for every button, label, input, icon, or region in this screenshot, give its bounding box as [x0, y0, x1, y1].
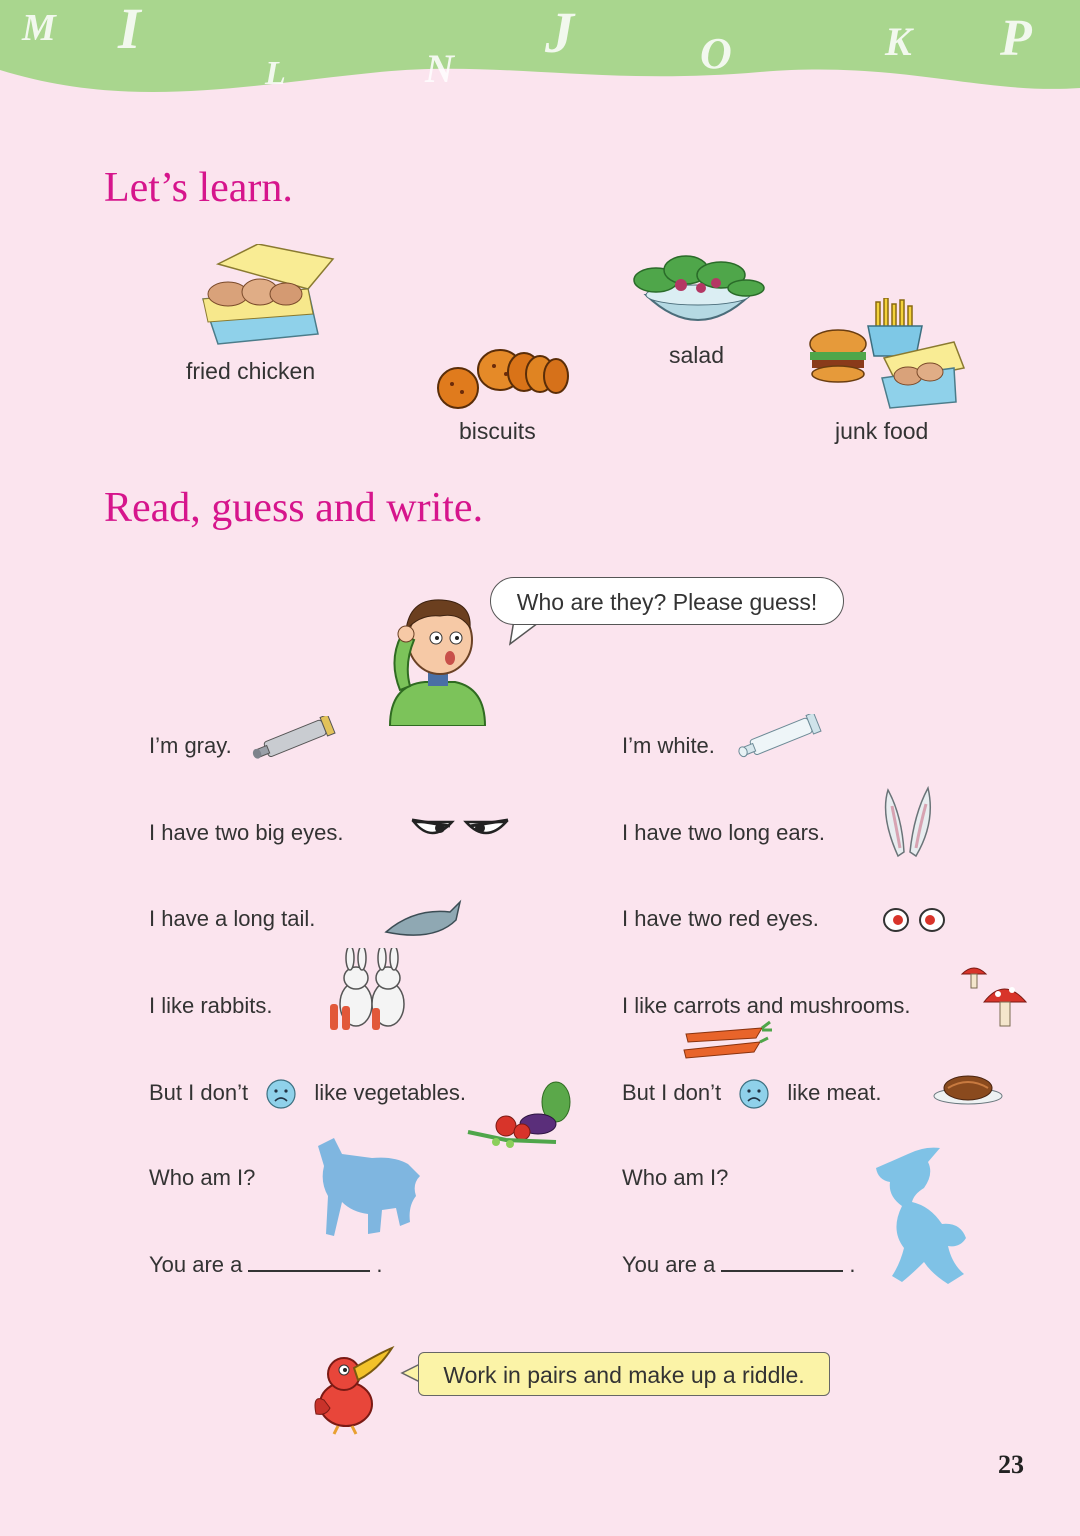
left-dont-text: But I don’t [149, 1079, 249, 1105]
food-label-fried-chicken: fried chicken [186, 358, 316, 384]
biscuits-icon [436, 348, 572, 414]
mushrooms-icon [958, 962, 1032, 1032]
fried-chicken-icon [198, 244, 338, 350]
left-answer-prefix: You are a [149, 1252, 243, 1277]
right-answer-line [622, 1252, 856, 1278]
food-label-salad: salad [669, 342, 724, 368]
food-label-biscuits: biscuits [459, 418, 536, 444]
header-letter: M [22, 7, 56, 49]
left-line-3: I have a long tail. [149, 906, 316, 931]
header-letter: L [265, 55, 286, 92]
right-line-2: I have two long ears. [622, 820, 826, 845]
left-line-4: I like rabbits. [149, 993, 273, 1018]
right-dont-text: But I don’t [622, 1079, 722, 1105]
header-letter: O [700, 29, 732, 78]
meat-icon [932, 1072, 1004, 1106]
left-who-am-i: Who am I? [149, 1165, 256, 1190]
read-guess-write-heading: Read, guess and write. [104, 485, 484, 531]
header-letter: J [545, 0, 574, 65]
right-answer-prefix: You are a [622, 1252, 716, 1277]
gray-paint-tube-icon [250, 716, 342, 760]
right-line-5 [622, 1079, 881, 1109]
right-answer-blank[interactable] [721, 1252, 843, 1272]
carrots-icon [676, 1020, 772, 1060]
food-label-junk-food: junk food [835, 418, 929, 444]
right-line-1: I’m white. [622, 733, 715, 758]
right-line-3: I have two red eyes. [622, 906, 819, 931]
left-line-5 [149, 1079, 466, 1109]
left-answer-period: . [376, 1252, 383, 1277]
left-line-2: I have two big eyes. [149, 820, 344, 845]
rabbits-icon [316, 948, 416, 1032]
right-who-am-i: Who am I? [622, 1165, 729, 1190]
right-line-4: I like carrots and mushrooms. [622, 993, 911, 1018]
sad-face-icon [739, 1079, 769, 1109]
sad-face-icon [266, 1079, 296, 1109]
header-letter: N [425, 46, 454, 91]
speech-bubble: Who are they? Please guess! [490, 577, 844, 625]
pair-work-tip: Work in pairs and make up a riddle. [418, 1352, 830, 1396]
left-answer-line [149, 1252, 383, 1278]
header-letter: K [885, 19, 912, 64]
lets-learn-heading: Let’s learn. [104, 165, 293, 211]
rabbit-silhouette-icon [868, 1144, 972, 1286]
header-letter: P [1000, 10, 1032, 67]
white-paint-tube-icon [734, 714, 830, 758]
junk-food-icon [804, 298, 968, 410]
rabbit-ears-icon [878, 786, 934, 858]
red-eyes-icon [882, 906, 948, 934]
bird-mascot-icon [306, 1344, 396, 1436]
page-number: 23 [998, 1450, 1024, 1479]
vegetables-icon [466, 1080, 576, 1152]
left-vegetables-text: like vegetables. [314, 1079, 466, 1105]
wolf-eyes-icon [410, 814, 510, 846]
wolf-silhouette-icon [312, 1136, 424, 1240]
thinking-boy-icon [380, 590, 490, 726]
header-band [0, 0, 1080, 115]
salad-icon [626, 250, 770, 334]
right-meat-text: like meat. [787, 1079, 882, 1105]
header-letter: I [118, 0, 141, 61]
right-answer-period: . [849, 1252, 856, 1277]
wolf-tail-icon [384, 898, 464, 942]
left-answer-blank[interactable] [248, 1252, 370, 1272]
left-line-1: I’m gray. [149, 733, 232, 758]
